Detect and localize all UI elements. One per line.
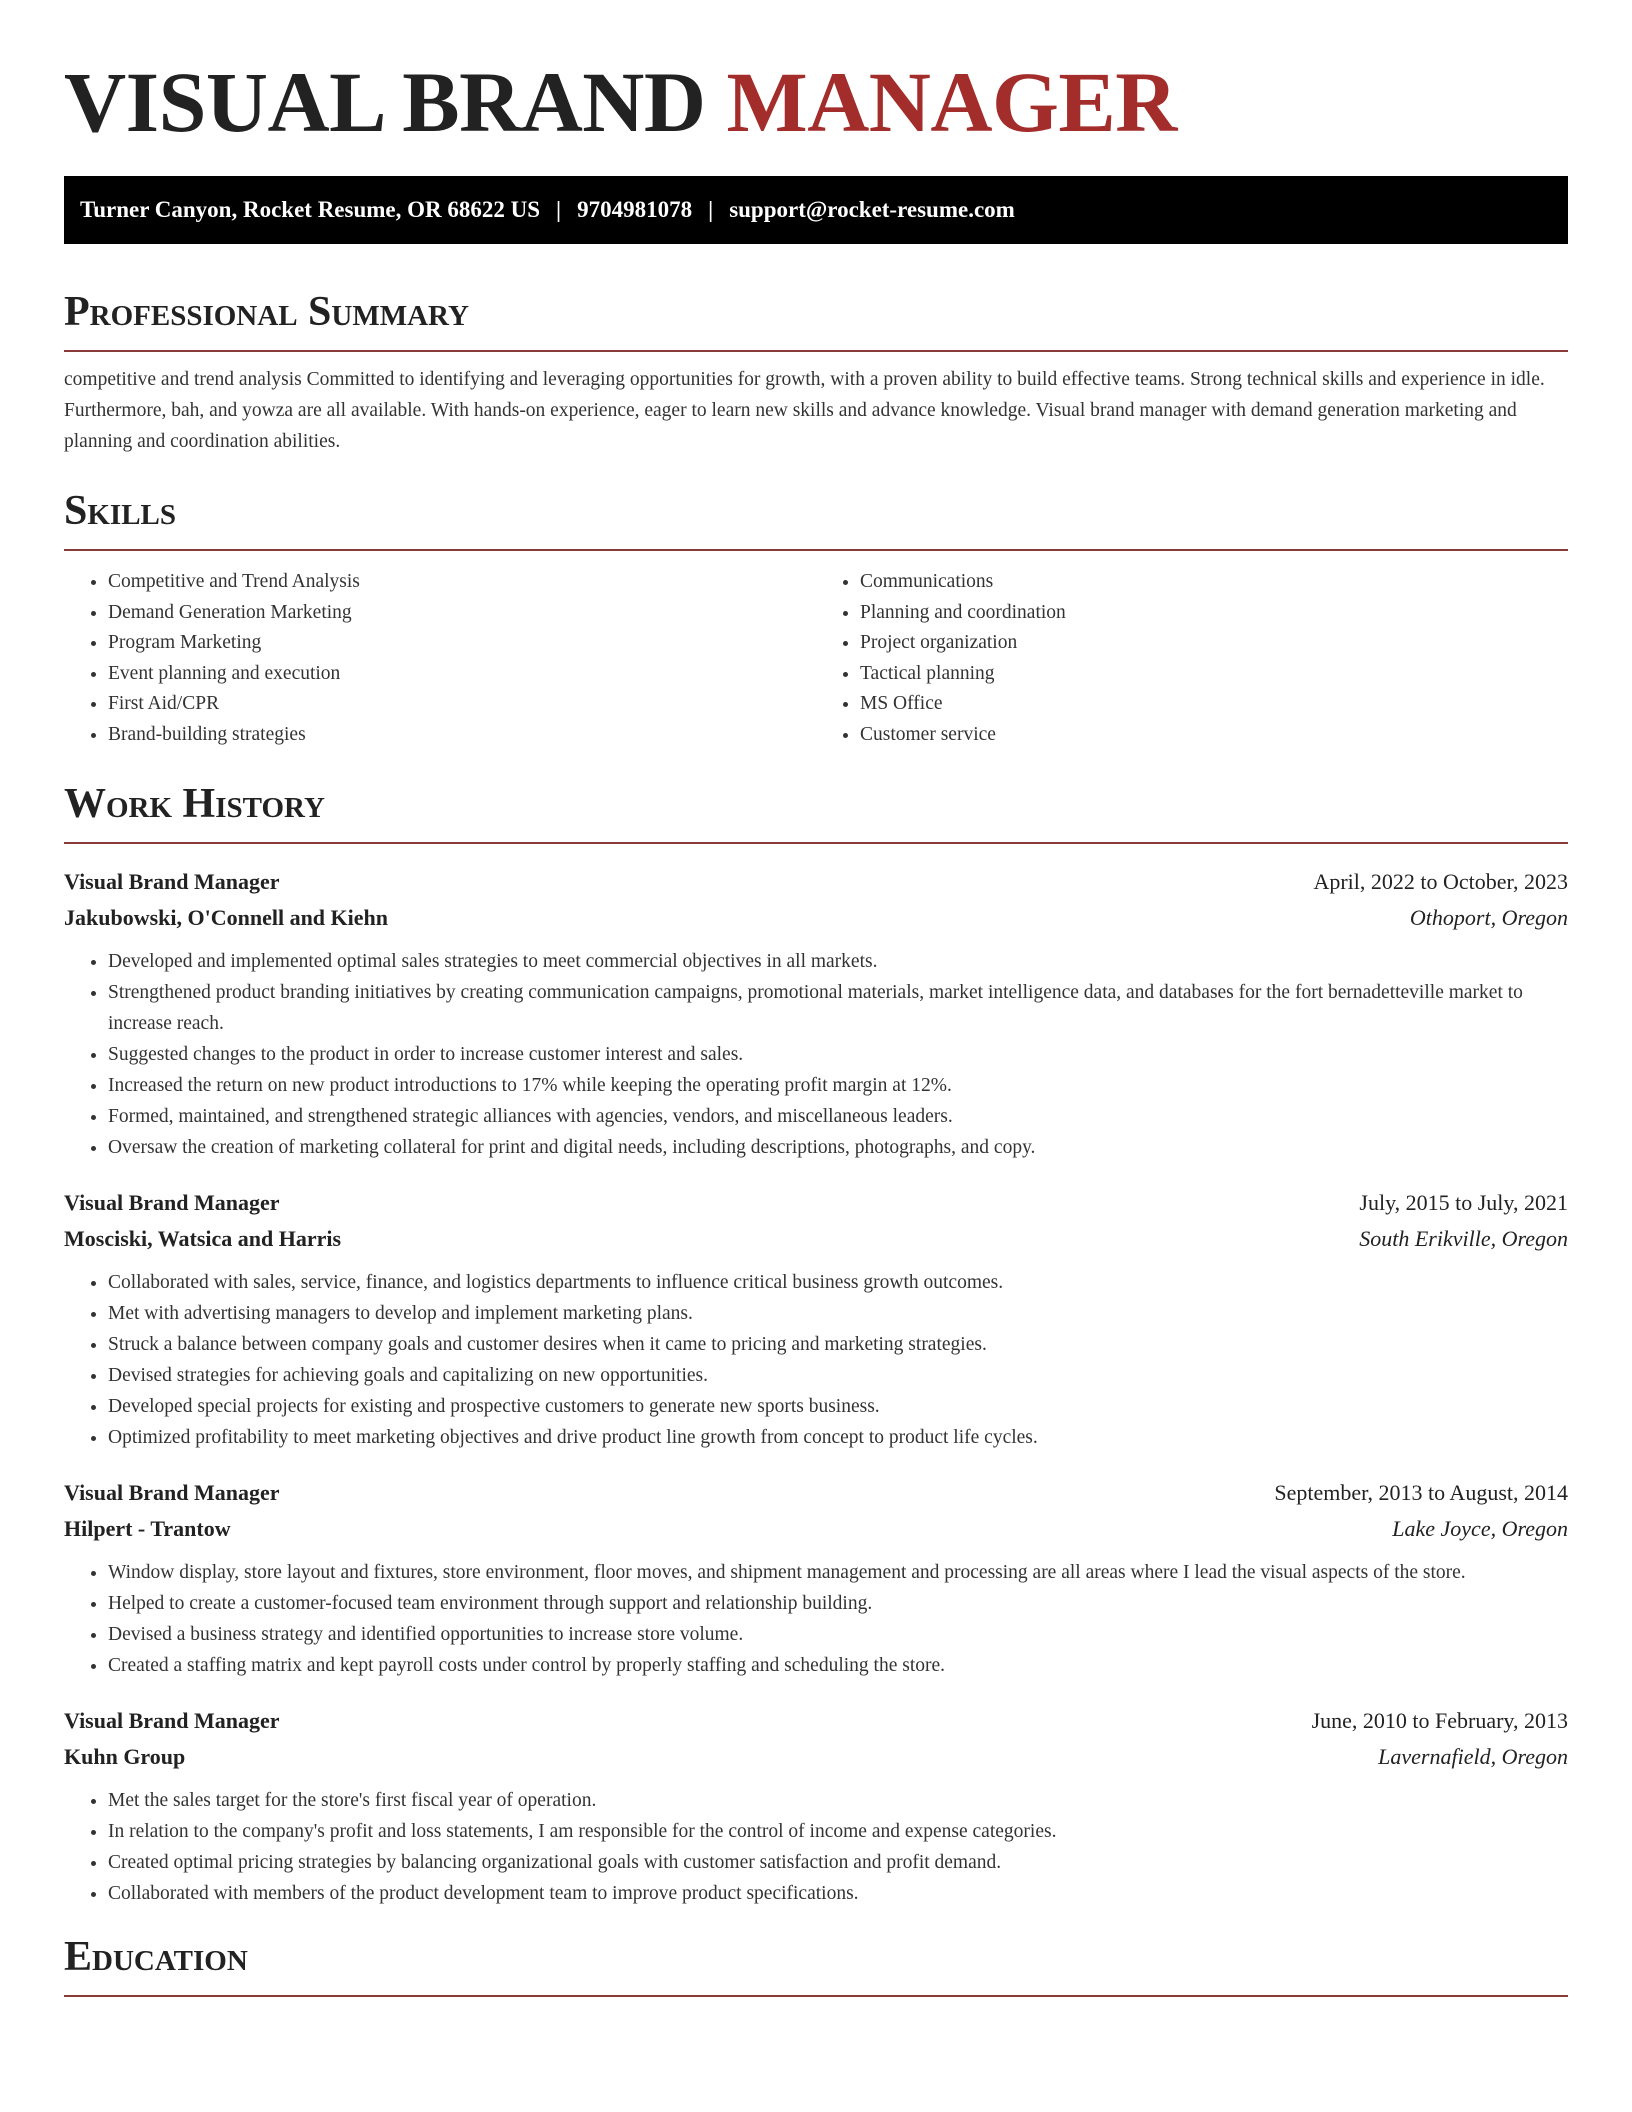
job-bullets: [64, 1557, 1568, 1681]
job-bullets: [64, 946, 1568, 1163]
job-header-row: [64, 1475, 1568, 1511]
contact-phone: 9704981078: [577, 197, 693, 222]
job-company: Hilpert - Trantow: [64, 1516, 231, 1541]
skill-item: • Communications: [860, 567, 1568, 598]
job-company-row: [64, 1221, 1568, 1257]
job-title: Visual Brand Manager: [64, 869, 280, 894]
job-bullet: • Collaborated with sales, service, finance, and logistics departments to influence critical business growth outcomes.: [108, 1267, 1568, 1298]
job-bullet: • Optimized profitability to meet marketing objectives and drive product line growth from concept to product life cycles.: [108, 1422, 1568, 1453]
job-company-row: [64, 1511, 1568, 1547]
job-title: Visual Brand Manager: [64, 1480, 280, 1505]
job-bullet: • Increased the return on new product introductions to 17% while keeping the operating profit margin at 12%.: [108, 1070, 1568, 1101]
job-bullet: • Created optimal pricing strategies by balancing organizational goals with customer satisfaction and profit demand.: [108, 1847, 1568, 1878]
contact-bar: [64, 176, 1568, 244]
skill-item: • Event planning and execution: [108, 659, 816, 690]
skill-item: • MS Office: [860, 689, 1568, 720]
name-last: MANAGER: [726, 54, 1177, 150]
job-header-row: [64, 1185, 1568, 1221]
job-bullet: • Developed special projects for existing and prospective customers to generate new sports business.: [108, 1391, 1568, 1422]
job-company: Jakubowski, O'Connell and Kiehn: [64, 905, 389, 930]
job-header-row: [64, 1703, 1568, 1739]
job-bullet: • Suggested changes to the product in order to increase customer interest and sales.: [108, 1039, 1568, 1070]
job-bullet: • Formed, maintained, and strengthened strategic alliances with agencies, vendors, and miscellaneous leaders.: [108, 1101, 1568, 1132]
skill-item: • Demand Generation Marketing: [108, 598, 816, 629]
job-dates: July, 2015 to July, 2021: [1359, 1190, 1568, 1215]
skill-item: • First Aid/CPR: [108, 689, 816, 720]
section-title-education: Education: [64, 1931, 1568, 1997]
work-history-list: [64, 864, 1568, 1909]
job-company: Kuhn Group: [64, 1744, 186, 1769]
job-company-row: [64, 1739, 1568, 1775]
job-location: South Erikville, Oregon: [1359, 1226, 1568, 1251]
job-location: Lavernafield, Oregon: [1378, 1744, 1568, 1769]
contact-separator: |: [708, 197, 714, 222]
skill-item: • Competitive and Trend Analysis: [108, 567, 816, 598]
skill-item: • Project organization: [860, 628, 1568, 659]
job-company-row: [64, 900, 1568, 936]
job-bullet: • Window display, store layout and fixtures, store environment, floor moves, and shipment management and processing are all areas where I lead the visual aspects of the store.: [108, 1557, 1568, 1588]
job-bullets: [64, 1267, 1568, 1453]
section-title-summary: Professional Summary: [64, 286, 1568, 352]
job-dates: June, 2010 to February, 2013: [1311, 1708, 1568, 1733]
job-bullet: • Devised strategies for achieving goals and capitalizing on new opportunities.: [108, 1360, 1568, 1391]
job-dates: September, 2013 to August, 2014: [1274, 1480, 1568, 1505]
job-entry: [64, 1703, 1568, 1909]
skill-item: • Planning and coordination: [860, 598, 1568, 629]
job-bullet: • Met the sales target for the store's first fiscal year of operation.: [108, 1785, 1568, 1816]
job-entry: [64, 1185, 1568, 1453]
job-dates: April, 2022 to October, 2023: [1313, 869, 1568, 894]
job-location: Lake Joyce, Oregon: [1392, 1516, 1568, 1541]
skills-column-right: [816, 567, 1568, 750]
skill-item: • Brand-building strategies: [108, 720, 816, 751]
skill-item: • Tactical planning: [860, 659, 1568, 690]
job-bullets: [64, 1785, 1568, 1909]
job-bullet: • Created a staffing matrix and kept payroll costs under control by properly staffing and scheduling the store.: [108, 1650, 1568, 1681]
job-bullet: • Oversaw the creation of marketing collateral for print and digital needs, including descriptions, photographs, and copy.: [108, 1132, 1568, 1163]
job-bullet: • Met with advertising managers to develop and implement marketing plans.: [108, 1298, 1568, 1329]
skills-list: [64, 567, 1568, 750]
job-company: Mosciski, Watsica and Harris: [64, 1226, 342, 1251]
job-bullet: • Developed and implemented optimal sales strategies to meet commercial objectives in all markets.: [108, 946, 1568, 977]
job-entry: [64, 864, 1568, 1163]
job-bullet: • Collaborated with members of the product development team to improve product specifications.: [108, 1878, 1568, 1909]
job-bullet: • In relation to the company's profit and loss statements, I am responsible for the control of income and expense categories.: [108, 1816, 1568, 1847]
section-title-skills: Skills: [64, 485, 1568, 551]
resume-name: [64, 0, 1568, 152]
skill-item: • Program Marketing: [108, 628, 816, 659]
job-bullet: • Strengthened product branding initiatives by creating communication campaigns, promotional materials, market intelligence data, and databases for the fort bernadetteville market to increase reach.: [108, 977, 1568, 1039]
summary-text: competitive and trend analysis Committed to identifying and leveraging opportunities for growth, with a proven ability to build effective teams. Strong technical skills and experience in idle. Furthermore, bah, and yowza are all available. With hands-on experience, eager to learn new skills and advance knowledge. Visual brand manager with demand generation marketing and planning and coordination abilities.: [64, 369, 1545, 452]
skill-item: • Customer service: [860, 720, 1568, 751]
contact-address: Turner Canyon, Rocket Resume, OR 68622 US: [80, 197, 541, 222]
section-title-work-history: Work History: [64, 778, 1568, 844]
skills-column-left: [64, 567, 816, 750]
job-bullet: • Struck a balance between company goals and customer desires when it came to pricing and marketing strategies.: [108, 1329, 1568, 1360]
job-title: Visual Brand Manager: [64, 1708, 280, 1733]
job-header-row: [64, 864, 1568, 900]
contact-separator: |: [556, 197, 562, 222]
job-entry: [64, 1475, 1568, 1681]
job-bullet: • Helped to create a customer-focused team environment through support and relationship building.: [108, 1588, 1568, 1619]
name-first: VISUAL BRAND: [64, 54, 706, 150]
job-title: Visual Brand Manager: [64, 1190, 280, 1215]
contact-email: support@rocket-resume.com: [729, 197, 1015, 222]
job-bullet: • Devised a business strategy and identified opportunities to increase store volume.: [108, 1619, 1568, 1650]
job-location: Othoport, Oregon: [1409, 905, 1568, 930]
